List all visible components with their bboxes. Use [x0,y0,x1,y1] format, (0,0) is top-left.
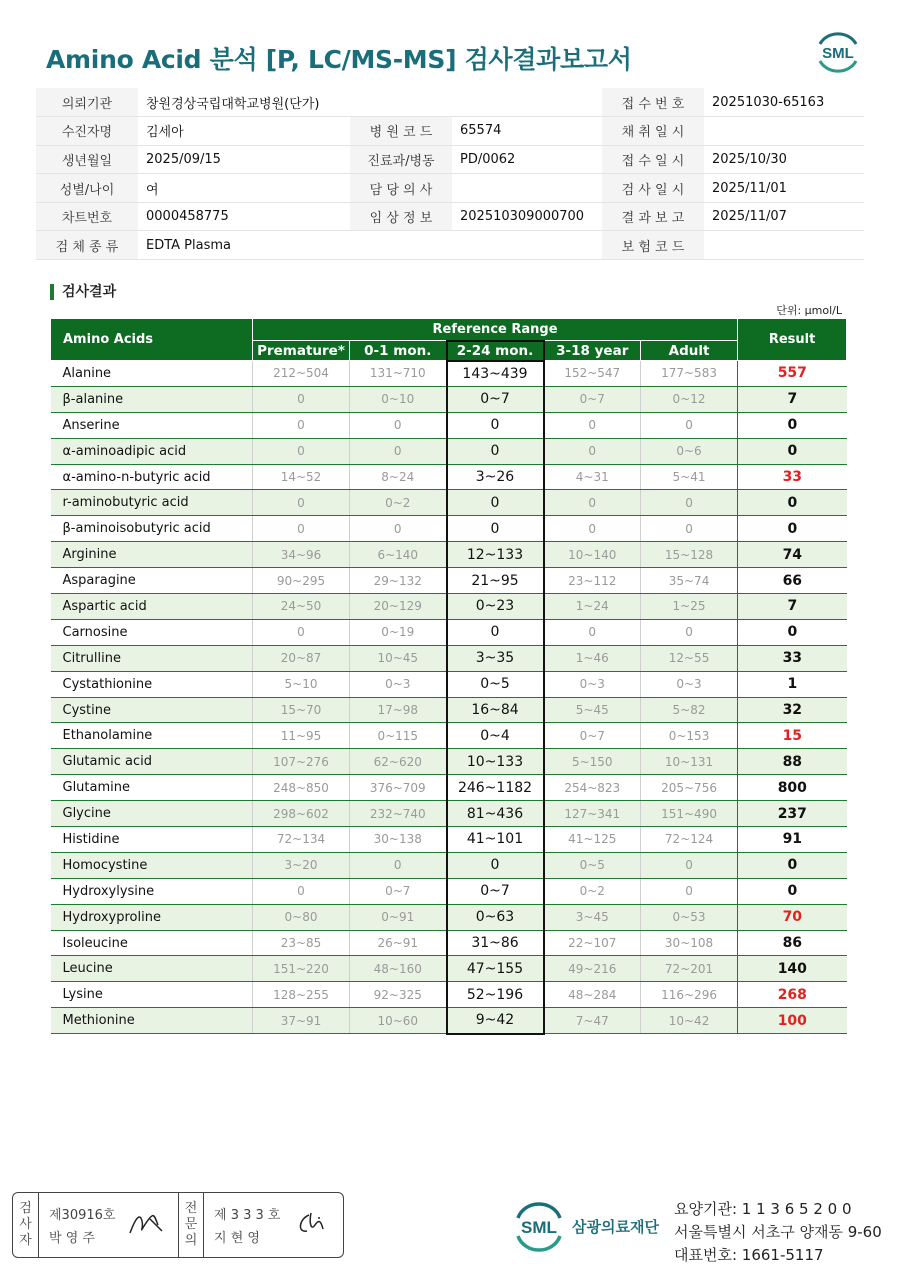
reference-range: 0~2 [350,490,447,516]
info-value: 2025/10/30 [704,145,864,174]
inspector-license: 제30916호 [49,1208,116,1223]
amino-acid-name: Glutamine [51,775,253,801]
reference-range: 0 [544,516,641,542]
reference-range: 48~160 [350,956,447,982]
reference-range-current: 246~1182 [447,775,544,801]
reference-range-current: 3~26 [447,464,544,490]
amino-acid-name: β-aminoisobutyric acid [51,516,253,542]
reference-range: 1~46 [544,645,641,671]
info-row [36,231,864,260]
reference-range: 72~134 [253,827,350,853]
amino-acid-name: Methionine [51,1008,253,1034]
info-label: 생년월일 [36,145,138,174]
table-row [51,516,847,542]
table-row [51,723,847,749]
info-value: 2025/11/01 [704,174,864,203]
col-header-result: Result [738,319,847,361]
reference-range: 0 [253,386,350,412]
info-value: 20251030-65163 [704,88,864,117]
reference-range: 41~125 [544,827,641,853]
reference-range: 107~276 [253,749,350,775]
reference-range-current: 0 [447,412,544,438]
specialist-label-char: 전 [184,1201,198,1216]
amino-acid-name: Lysine [51,982,253,1008]
table-row [51,956,847,982]
reference-range: 151~490 [641,801,738,827]
reference-range: 7~47 [544,1008,641,1034]
reference-range: 5~10 [253,671,350,697]
reference-range: 127~341 [544,801,641,827]
col-header-adult: Adult [641,341,738,361]
reference-range: 116~296 [641,982,738,1008]
reference-range-current: 0 [447,490,544,516]
col-header-premature: Premature* [253,341,350,361]
info-label: 차트번호 [36,202,138,231]
reference-range: 12~55 [641,645,738,671]
reference-range: 4~31 [544,464,641,490]
reference-range-current: 16~84 [447,697,544,723]
reference-range: 0 [350,516,447,542]
reference-range: 3~45 [544,904,641,930]
amino-acid-name: Cystine [51,697,253,723]
info-label: 의뢰기관 [36,88,138,117]
reference-range-current: 81~436 [447,801,544,827]
reference-range: 0~10 [350,386,447,412]
result-value: 33 [738,645,847,671]
reference-range: 0~80 [253,904,350,930]
info-value [704,117,864,146]
info-value [704,231,864,260]
reference-range: 10~45 [350,645,447,671]
table-row [51,930,847,956]
amino-acid-name: Histidine [51,827,253,853]
info-row [36,88,864,117]
reference-range: 212~504 [253,361,350,387]
result-value: 32 [738,697,847,723]
reference-range: 0 [253,619,350,645]
footer-logo [510,1198,659,1254]
result-value: 0 [738,619,847,645]
result-value: 0 [738,878,847,904]
reference-range: 0 [253,516,350,542]
info-label: 성별/나이 [36,174,138,203]
reference-range: 0~19 [350,619,447,645]
reference-range: 22~107 [544,930,641,956]
reference-range: 8~24 [350,464,447,490]
reference-range: 0 [641,619,738,645]
amino-acid-name: Hydroxyproline [51,904,253,930]
reference-range: 29~132 [350,568,447,594]
reference-range: 0 [641,516,738,542]
reference-range: 0 [544,412,641,438]
reference-range-current: 9~42 [447,1008,544,1034]
reference-range: 0~7 [544,386,641,412]
amino-acid-name: Cystathionine [51,671,253,697]
result-value: 0 [738,412,847,438]
reference-range: 0~7 [350,878,447,904]
reference-range: 5~41 [641,464,738,490]
table-row [51,412,847,438]
reference-range-current: 0 [447,438,544,464]
inspector-name: 박 영 주 [49,1231,95,1246]
info-value: 여 [138,174,350,203]
inspector-label-char: 검 [19,1201,32,1216]
result-value: 86 [738,930,847,956]
col-header-0-1-mon: 0-1 mon. [350,341,447,361]
reference-range: 298~602 [253,801,350,827]
col-header-2-24-mon: 2-24 mon. [447,341,544,361]
table-row [51,827,847,853]
reference-range: 0 [641,412,738,438]
reference-range: 14~52 [253,464,350,490]
reference-range: 5~45 [544,697,641,723]
reference-range: 128~255 [253,982,350,1008]
reference-range: 26~91 [350,930,447,956]
reference-range: 0 [253,412,350,438]
reference-range-current: 47~155 [447,956,544,982]
inspector-label-char: 자 [19,1233,32,1248]
reference-range: 48~284 [544,982,641,1008]
reference-range: 0 [350,852,447,878]
amino-acid-name: Glycine [51,801,253,827]
amino-acid-name: Isoleucine [51,930,253,956]
sml-logo-icon [812,28,864,76]
reference-range: 6~140 [350,542,447,568]
unit-label: 단위: μmol/L [776,304,842,317]
table-row [51,464,847,490]
reference-range: 254~823 [544,775,641,801]
result-value: 91 [738,827,847,853]
reference-range: 248~850 [253,775,350,801]
reference-range: 0~153 [641,723,738,749]
reference-range: 0 [641,490,738,516]
reference-range: 20~87 [253,645,350,671]
info-label: 임 상 정 보 [350,202,452,231]
reference-range: 11~95 [253,723,350,749]
reference-range-current: 21~95 [447,568,544,594]
reference-range-current: 12~133 [447,542,544,568]
info-row [36,145,864,174]
info-row [36,174,864,203]
info-row [36,202,864,231]
result-value: 0 [738,516,847,542]
patient-info-table [36,88,864,260]
result-value: 268 [738,982,847,1008]
amino-acid-name: Hydroxylysine [51,878,253,904]
reference-range: 62~620 [350,749,447,775]
reference-range: 0 [544,619,641,645]
amino-acid-name: β-alanine [51,386,253,412]
info-label: 접 수 일 시 [602,145,704,174]
reference-range: 10~131 [641,749,738,775]
table-row [51,490,847,516]
info-value [452,88,602,117]
reference-range-current: 31~86 [447,930,544,956]
info-row [36,117,864,146]
amino-acid-results-table [50,318,847,1035]
result-value: 557 [738,361,847,387]
info-value [452,231,602,260]
col-header-amino-acids: Amino Acids [51,319,253,361]
table-row [51,852,847,878]
reference-range: 0~5 [544,852,641,878]
amino-acid-name: Homocystine [51,852,253,878]
table-row [51,542,847,568]
info-label: 검 체 종 류 [36,231,138,260]
amino-acid-name: Leucine [51,956,253,982]
result-value: 7 [738,594,847,620]
amino-acid-name: Arginine [51,542,253,568]
reference-range: 10~60 [350,1008,447,1034]
info-value: 2025/09/15 [138,145,350,174]
table-row [51,568,847,594]
reference-range: 0 [253,878,350,904]
reference-range: 37~91 [253,1008,350,1034]
specialist-signature-icon [295,1211,329,1237]
reference-range: 0 [350,438,447,464]
info-label: 채 취 일 시 [602,117,704,146]
address: 서울특별시 서초구 양재동 9-60 [674,1223,882,1241]
info-label: 진료과/병동 [350,145,452,174]
inspector-label-char: 사 [19,1217,32,1232]
reference-range-current: 0~5 [447,671,544,697]
info-value: 2025/11/07 [704,202,864,231]
reference-range: 0 [253,490,350,516]
specialist-name: 지 현 영 [214,1231,260,1246]
result-value: 1 [738,671,847,697]
report-title: Amino Acid 분석 [P, LC/MS-MS] 검사결과보고서 [46,45,632,74]
phone-number: 대표번호: 1661-5117 [674,1246,824,1264]
amino-acid-name: α-amino-n-butyric acid [51,464,253,490]
result-value: 237 [738,801,847,827]
sml-logo-text: SML [822,45,854,62]
col-header-3-18-year: 3-18 year [544,341,641,361]
inspector-box [39,1193,178,1257]
table-row [51,671,847,697]
reference-range: 0~3 [544,671,641,697]
reference-range: 0 [641,852,738,878]
reference-range-current: 143~439 [447,361,544,387]
org-name: 삼광의료재단 [572,1217,659,1236]
specialist-box [204,1193,343,1257]
reference-range: 72~124 [641,827,738,853]
table-row [51,438,847,464]
amino-acid-name: Carnosine [51,619,253,645]
result-value: 70 [738,904,847,930]
reference-range: 23~112 [544,568,641,594]
reference-range: 177~583 [641,361,738,387]
section-title: 검사결과 [50,284,116,300]
info-label: 담 당 의 사 [350,174,452,203]
reference-range-current: 3~35 [447,645,544,671]
reference-range-current: 52~196 [447,982,544,1008]
sml-footer-logo-icon [510,1198,568,1254]
table-row [51,645,847,671]
reference-range: 152~547 [544,361,641,387]
reference-range-current: 0~4 [447,723,544,749]
institution-code: 요양기관: 1 1 3 6 5 2 0 0 [674,1200,852,1218]
reference-range: 3~20 [253,852,350,878]
reference-range: 23~85 [253,930,350,956]
reference-range-current: 0~7 [447,386,544,412]
table-row [51,361,847,387]
table-row [51,982,847,1008]
reference-range: 15~128 [641,542,738,568]
reference-range-current: 0 [447,852,544,878]
info-value [452,174,602,203]
info-label: 결 과 보 고 [602,202,704,231]
reference-range: 151~220 [253,956,350,982]
reference-range-current: 0~23 [447,594,544,620]
info-label: 보 험 코 드 [602,231,704,260]
reference-range: 0~3 [350,671,447,697]
reference-range-current: 0 [447,619,544,645]
reference-range: 30~138 [350,827,447,853]
amino-acid-name: Asparagine [51,568,253,594]
specialist-label-char: 의 [184,1233,198,1248]
reference-range: 20~129 [350,594,447,620]
result-value: 88 [738,749,847,775]
specialist-label [178,1193,204,1257]
reference-range: 49~216 [544,956,641,982]
reference-range-current: 0 [447,516,544,542]
reference-range: 0~2 [544,878,641,904]
reference-range: 0~115 [350,723,447,749]
amino-acid-name: Glutamic acid [51,749,253,775]
reference-range: 35~74 [641,568,738,594]
inspector-signature-icon [128,1211,164,1237]
reference-range: 0~3 [641,671,738,697]
reference-range: 0~91 [350,904,447,930]
signature-box [12,1192,344,1258]
info-label: 검 사 일 시 [602,174,704,203]
col-header-reference-range: Reference Range [253,319,738,341]
reference-range-current: 10~133 [447,749,544,775]
reference-range: 17~98 [350,697,447,723]
info-value: 202510309000700 [452,202,602,231]
result-value: 140 [738,956,847,982]
info-label: 수진자명 [36,117,138,146]
table-row [51,775,847,801]
table-row [51,878,847,904]
reference-range: 0 [544,438,641,464]
reference-range-current: 0~7 [447,878,544,904]
info-value: 0000458775 [138,202,350,231]
info-label [350,231,452,260]
table-row [51,749,847,775]
table-row [51,904,847,930]
table-row [51,1008,847,1034]
info-value: 65574 [452,117,602,146]
info-value: 김세아 [138,117,350,146]
reference-range: 131~710 [350,361,447,387]
reference-range: 0~12 [641,386,738,412]
reference-range: 232~740 [350,801,447,827]
result-value: 0 [738,438,847,464]
amino-acid-name: Ethanolamine [51,723,253,749]
reference-range: 376~709 [350,775,447,801]
result-value: 0 [738,490,847,516]
reference-range: 0~7 [544,723,641,749]
sml-footer-logo-text: SML [521,1218,557,1237]
reference-range: 0 [350,412,447,438]
amino-acid-name: r-aminobutyric acid [51,490,253,516]
reference-range: 1~25 [641,594,738,620]
reference-range-current: 0~63 [447,904,544,930]
info-label: 접 수 번 호 [602,88,704,117]
result-value: 800 [738,775,847,801]
reference-range: 24~50 [253,594,350,620]
reference-range: 0~6 [641,438,738,464]
reference-range: 15~70 [253,697,350,723]
reference-range: 90~295 [253,568,350,594]
result-value: 15 [738,723,847,749]
footer-info [674,1198,882,1267]
table-row [51,619,847,645]
amino-acid-name: α-aminoadipic acid [51,438,253,464]
table-row [51,386,847,412]
info-label [350,88,452,117]
result-value: 7 [738,386,847,412]
reference-range-current: 41~101 [447,827,544,853]
result-value: 66 [738,568,847,594]
reference-range: 0 [641,878,738,904]
result-value: 100 [738,1008,847,1034]
amino-acid-name: Alanine [51,361,253,387]
info-value: EDTA Plasma [138,231,350,260]
specialist-license: 제 3 3 3 호 [214,1208,281,1223]
reference-range: 10~42 [641,1008,738,1034]
reference-range: 34~96 [253,542,350,568]
result-value: 74 [738,542,847,568]
table-row [51,697,847,723]
reference-range: 10~140 [544,542,641,568]
result-value: 0 [738,852,847,878]
info-value: PD/0062 [452,145,602,174]
amino-acid-name: Anserine [51,412,253,438]
reference-range: 30~108 [641,930,738,956]
reference-range: 1~24 [544,594,641,620]
info-label: 병 원 코 드 [350,117,452,146]
amino-acid-name: Aspartic acid [51,594,253,620]
reference-range: 0~53 [641,904,738,930]
inspector-label [13,1193,39,1257]
specialist-label-char: 문 [184,1217,198,1232]
reference-range: 205~756 [641,775,738,801]
amino-acid-name: Citrulline [51,645,253,671]
table-row [51,594,847,620]
reference-range: 0 [544,490,641,516]
reference-range: 0 [253,438,350,464]
reference-range: 72~201 [641,956,738,982]
reference-range: 92~325 [350,982,447,1008]
table-row [51,801,847,827]
result-value: 33 [738,464,847,490]
reference-range: 5~82 [641,697,738,723]
reference-range: 5~150 [544,749,641,775]
info-value: 창원경상국립대학교병원(단가) [138,88,350,117]
